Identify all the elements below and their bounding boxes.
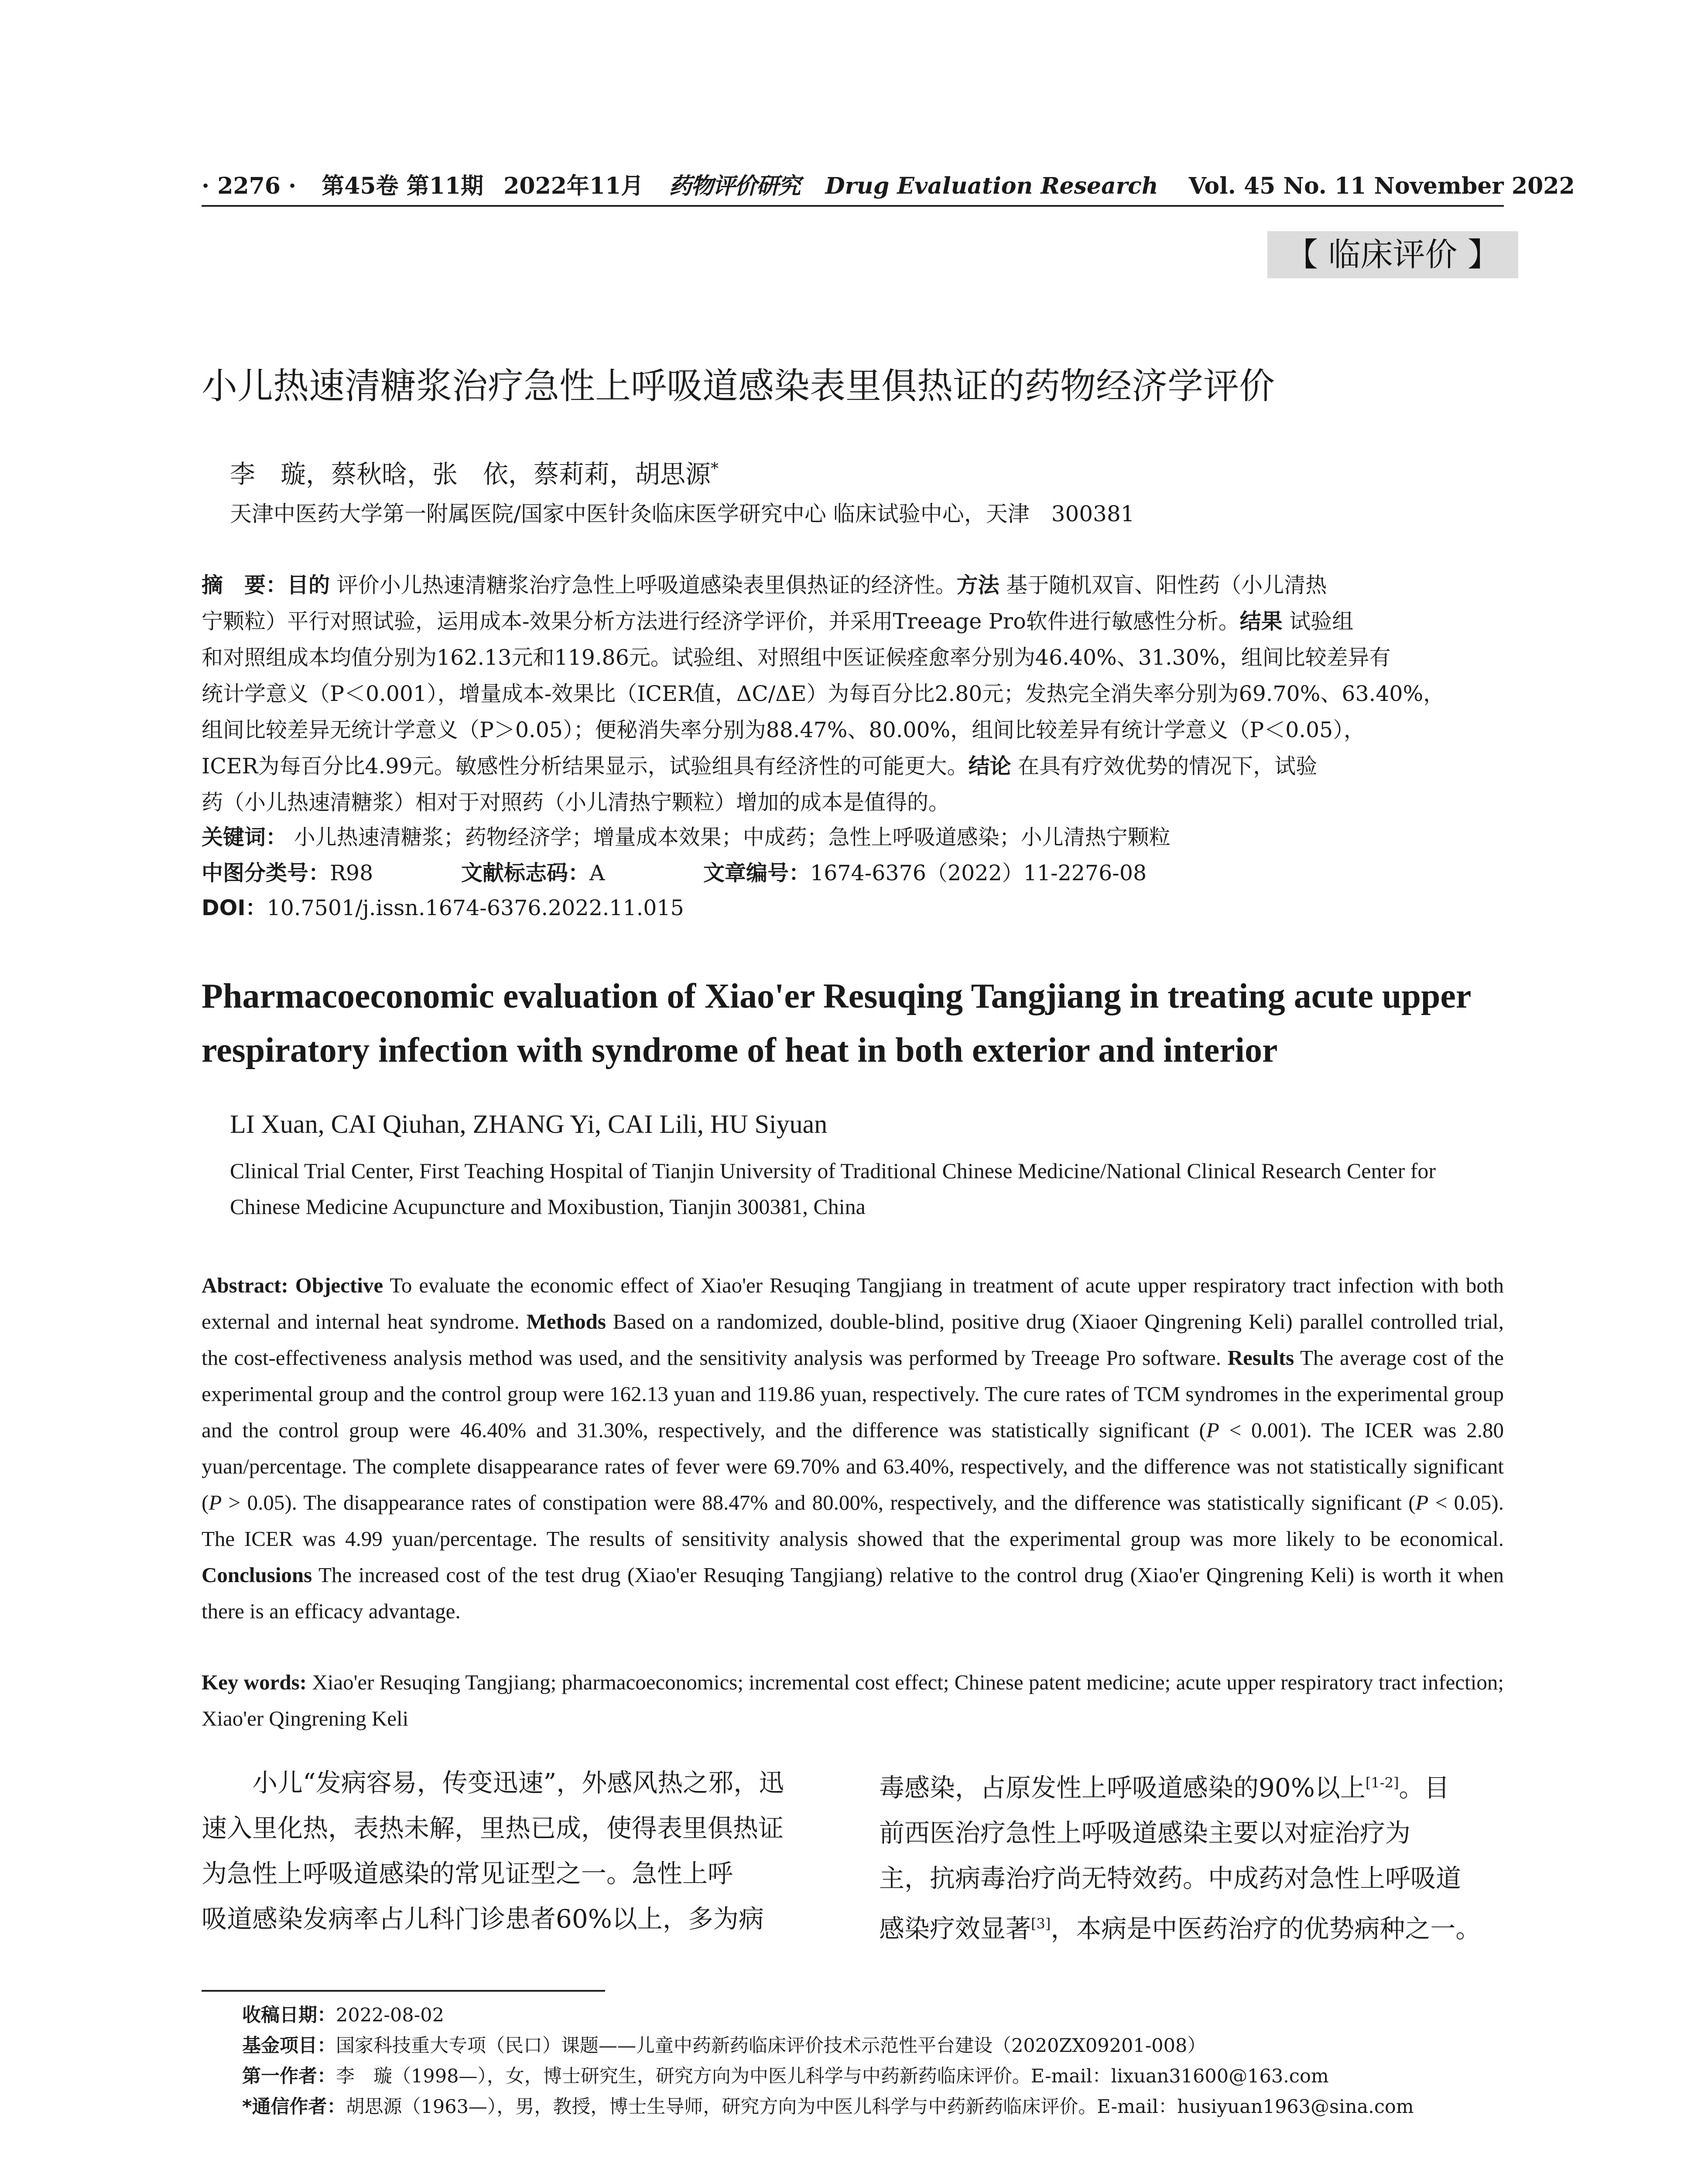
volume-cn: 第45卷 第11期: [322, 173, 484, 199]
footnote-label: 收稿日期：: [242, 2004, 336, 2026]
authors-cn: [230, 454, 719, 490]
conclusion-label-cn: 结论: [968, 754, 1011, 779]
article-number-value: 1674-6376（2022）11-2276-08: [810, 861, 1147, 885]
results-label-cn: 结果: [1239, 609, 1283, 634]
body-line: 前西医治疗急性上呼吸道感染主要以对症治疗为: [879, 1818, 1411, 1848]
footnote-corresponding-author: [242, 2092, 1507, 2122]
clc-value: R98: [330, 861, 373, 885]
footnotes: [242, 2000, 1507, 2122]
abstract-cn-line: 统计学意义（P＜0.001），增量成本-效果比（ICER值，ΔC/ΔE）为每百分比2.80元；发热完全消失率分别为69.70%、63.40%，: [202, 681, 1445, 706]
keywords-cn: [202, 819, 1504, 855]
body-line: [879, 1901, 1481, 1951]
footnote-label: 第一作者：: [242, 2065, 336, 2087]
abstract-en: [202, 1267, 1504, 1629]
abstract-cn-line: 组间比较差异无统计学意义（P＞0.05）；便秘消失率分别为88.47%、80.00%，组间比较差异有统计学意义（P＜0.05），: [202, 718, 1365, 742]
results-text-en: < 0.05). The ICER was 4.99 yuan/percentage. The results of sensitivity analysis showed that the experimental group was more likely to be economical.: [202, 1490, 1504, 1551]
abstract-cn-text: ICER为每百分比4.99元。敏感性分析结果显示，试验组具有经济性的可能更大。: [202, 754, 969, 779]
volume-en: Vol. 45 No. 11 November 2022: [1188, 173, 1575, 199]
running-header: [202, 168, 1575, 202]
objective-label-en: Objective: [295, 1273, 383, 1297]
abstract-cn-label: 摘 要：: [202, 573, 288, 598]
body-column-left: [202, 1760, 804, 1942]
keywords-cn-text: 小儿热速清糖浆；药物经济学；增量成本效果；中成药；急性上呼吸道感染；小儿清热宁颗粒: [287, 825, 1171, 850]
methods-text-cn: 基于随机双盲、阳性药（小儿清热: [999, 573, 1327, 598]
body-line: 主，抗病毒治疗尚无特效药。中成药对急性上呼吸道: [879, 1863, 1462, 1894]
citation-ref[interactable]: [3]: [1031, 1915, 1051, 1932]
doi-label: DOI：: [202, 896, 267, 920]
abstract-cn-line: 药（小儿热速清糖浆）相对于对照药（小儿清热宁颗粒）增加的成本是值得的。: [202, 790, 950, 815]
results-text-en: The average cost of the experimental group and the control group were 162.13 yuan and 119.86 yuan, respectively. The cure rates of TCM syndromes in the experimental group and the control group were 46.40% and 31.30%, respectively, and the difference was statistically significant (: [202, 1346, 1504, 1442]
body-text: 毒感染，占原发性上呼吸道感染的90%以上: [879, 1773, 1366, 1803]
body-line: 速入里化热，表热未解，里热已成，使得表里俱热证: [202, 1813, 784, 1843]
article-number-label: 文章编号：: [703, 861, 811, 885]
body-text: ，本病是中医药治疗的优势病种之一。: [1051, 1914, 1481, 1944]
objective-text-cn: 评价小儿热速清糖浆治疗急性上呼吸道感染表里俱热证的经济性。: [330, 573, 957, 598]
authors-en: LI Xuan, CAI Qiuhan, ZHANG Yi, CAI Lili, HU Siyuan: [230, 1110, 828, 1138]
date-cn: 2022年11月: [503, 173, 644, 199]
results-text-en: > 0.05). The disappearance rates of constipation were 88.47% and 80.00%, respectively, and the difference was statistically significant (: [222, 1490, 1416, 1514]
header-rule: [202, 205, 1504, 207]
body-line: 为急性上呼吸道感染的常见证型之一。急性上呼: [202, 1859, 733, 1888]
footnote-text: 胡思源（1963—），男，教授，博士生导师，研究方向为中医儿科学与中药新药临床评价。E-mail：husiyuan1963@sina.com: [346, 2096, 1414, 2118]
footnote-rule: [202, 1990, 605, 1992]
journal-logo-cn: 药物评价研究: [669, 173, 800, 199]
footnote-text: 李 璇（1998—），女，博士研究生，研究方向为中医儿科学与中药新药临床评价。E-mail：lixuan31600@163.com: [336, 2065, 1329, 2087]
keywords-en: [202, 1664, 1504, 1737]
conclusions-label-en: Conclusions: [202, 1563, 312, 1587]
objective-label-cn: 目的: [287, 573, 330, 598]
clc-label: 中图分类号：: [202, 861, 330, 885]
methods-label-cn: 方法: [956, 573, 999, 598]
column-tag: 【 临床评价 】: [1267, 231, 1518, 278]
footnote-fund: [242, 2031, 1507, 2061]
classification-line: [202, 855, 1504, 891]
authors-cn-text: 李 璇，蔡秋晗，张 依，蔡莉莉，胡思源: [230, 459, 711, 489]
body-column-right: [879, 1760, 1481, 1952]
abstract-cn-line: [202, 567, 1504, 603]
conclusions-text-en: The increased cost of the test drug (Xiao'er Resuqing Tangjiang) relative to the control drug (Xiao'er Qingrening Keli) is worth it when there is an efficacy advantage.: [202, 1563, 1504, 1623]
affiliation-en: Clinical Trial Center, First Teaching Hospital of Tianjin University of Traditional Chinese Medicine/National Clinical Research Center for Chinese Medicine Acupuncture and Moxibustion, Tianjin 300381, China: [230, 1159, 1436, 1219]
results-text-cn: 试验组: [1282, 609, 1354, 634]
doc-code-value: A: [589, 861, 605, 885]
p-symbol: P: [209, 1490, 222, 1514]
journal-name-en: Drug Evaluation Research: [825, 173, 1158, 199]
abstract-cn-line: [202, 748, 1504, 784]
doi-line: [202, 890, 1504, 926]
results-text-en: < 0.001). The ICER was 2.80 yuan/percentage. The complete disappearance rates of fever were 69.70% and 63.40%, respectively, and the difference was not statistically significant (: [202, 1418, 1504, 1514]
abstract-cn-line: [202, 603, 1504, 639]
footnote-text: 国家科技重大专项（民口）课题——儿童中药新药临床评价技术示范性平台建设（2020ZX09201-008）: [336, 2035, 1206, 2057]
keywords-cn-label: 关键词：: [202, 825, 288, 850]
conclusion-text-cn: 在具有疗效优势的情况下，试验: [1011, 754, 1318, 779]
abstract-cn-text: 宁颗粒）平行对照试验，运用成本-效果分析方法进行经济学评价，并采用Treeage Pro软件进行敏感性分析。: [202, 609, 1240, 634]
objective-text-en: To evaluate the economic effect of Xiao'er Resuqing Tangjiang in treatment of acute upper respiratory tract infection with both external and internal heat syndrome.: [202, 1273, 1504, 1333]
doi-value: 10.7501/j.issn.1674-6376.2022.11.015: [267, 896, 684, 920]
page-number: · 2276 ·: [202, 173, 297, 199]
methods-text-en: Based on a randomized, double-blind, positive drug (Xiaoer Qingrening Keli) parallel controlled trial, the cost-effectiveness analysis method was used, and the sensitivity analysis was performed by Treeage Pro software.: [202, 1309, 1504, 1370]
citation-ref[interactable]: [1-2]: [1365, 1774, 1399, 1791]
footnote-label: *通信作者：: [242, 2096, 346, 2118]
title-cn: 小儿热速清糖浆治疗急性上呼吸道感染表里俱热证的药物经济学评价: [202, 366, 1275, 407]
keywords-en-label: Key words:: [202, 1670, 307, 1694]
title-en: Pharmacoeconomic evaluation of Xiao'er Resuqing Tangjiang in treating acute upper respiratory infection with syndrome of heat in both exterior and interior: [202, 977, 1471, 1070]
body-text: 感染疗效显著: [879, 1914, 1031, 1944]
affiliation-cn: 天津中医药大学第一附属医院/国家中医针灸临床医学研究中心 临床试验中心，天津 300381: [230, 501, 1135, 526]
footnote-received: [242, 2000, 1507, 2031]
keywords-en-text: Xiao'er Resuqing Tangjiang; pharmacoeconomics; incremental cost effect; Chinese patent medicine; acute upper respiratory tract infection; Xiao'er Qingrening Keli: [202, 1670, 1504, 1730]
doc-code-label: 文献标志码：: [461, 861, 590, 885]
body-line: [879, 1760, 1481, 1810]
p-symbol: P: [1415, 1490, 1429, 1514]
corresponding-mark: *: [711, 460, 719, 478]
footnote-label: 基金项目：: [242, 2035, 336, 2057]
body-line: 小儿“发病容易，传变迅速”，外感风热之邪，迅: [252, 1768, 784, 1798]
body-text: 。目: [1399, 1773, 1450, 1803]
body-line: 吸道感染发病率占儿科门诊患者60%以上，多为病: [202, 1904, 764, 1934]
abstract-en-label: Abstract:: [202, 1273, 288, 1297]
methods-label-en: Methods: [526, 1309, 606, 1333]
footnote-text: 2022-08-02: [336, 2004, 444, 2026]
abstract-cn: [202, 567, 1504, 820]
abstract-cn-line: 和对照组成本均值分别为162.13元和119.86元。试验组、对照组中医证候痊愈率分别为46.40%、31.30%，组间比较差异有: [202, 645, 1391, 670]
p-symbol: P: [1206, 1418, 1219, 1442]
footnote-first-author: [242, 2061, 1507, 2092]
results-label-en: Results: [1227, 1346, 1294, 1370]
